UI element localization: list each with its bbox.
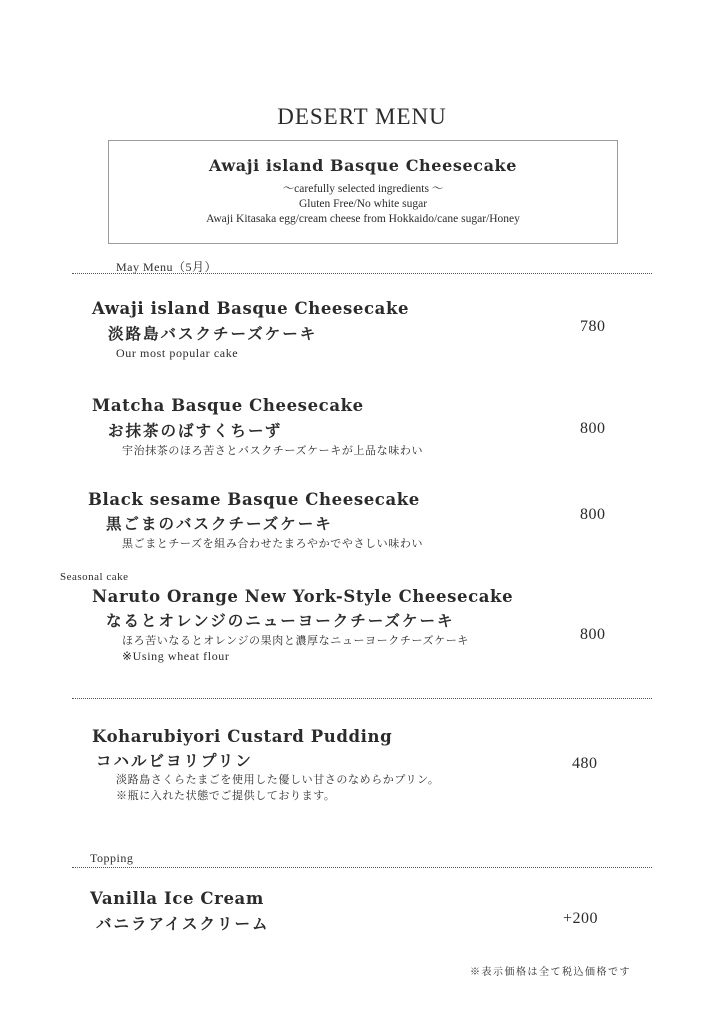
item-name-jp: コハルビヨリプリン bbox=[96, 751, 253, 770]
section-divider bbox=[72, 698, 652, 699]
featured-line: Gluten Free/No white sugar bbox=[298, 198, 428, 210]
item-name-jp: 黒ごまのバスクチーズケーキ bbox=[106, 514, 333, 533]
featured-line: 〜carefully selected ingredients 〜 bbox=[282, 183, 444, 195]
item-name-jp: なるとオレンジのニューヨークチーズケーキ bbox=[106, 611, 455, 630]
item-name-en: Naruto Orange New York-Style Cheesecake bbox=[92, 587, 514, 606]
item-name-en: Koharubiyori Custard Pudding bbox=[92, 727, 393, 746]
item-name-jp: バニラアイスクリーム bbox=[96, 914, 270, 933]
item-description: 淡路島さくらたまごを使用した優しい甘さのなめらかプリン。 bbox=[116, 773, 440, 786]
item-price: 800 bbox=[580, 420, 606, 437]
item-description: ※Using wheat flour bbox=[122, 649, 230, 663]
item-description: Our most popular cake bbox=[116, 346, 239, 360]
featured-line: Awaji Kitasaka egg/cream cheese from Hokkaido/cane sugar/Honey bbox=[206, 213, 520, 225]
section-divider bbox=[72, 273, 652, 274]
item-name-en: Matcha Basque Cheesecake bbox=[92, 396, 364, 415]
item-price: +200 bbox=[563, 910, 599, 927]
item-description: 宇治抹茶のほろ苦さとバスクチーズケーキが上品な味わい bbox=[122, 444, 424, 457]
item-name-en: Vanilla Ice Cream bbox=[90, 889, 264, 908]
item-name-en: Awaji island Basque Cheesecake bbox=[92, 299, 410, 318]
section-divider bbox=[72, 867, 652, 868]
item-name-jp: お抹茶のばすくちーず bbox=[108, 421, 283, 440]
item-name-en: Black sesame Basque Cheesecake bbox=[88, 490, 420, 509]
item-description: ほろ苦いなるとオレンジの果肉と濃厚なニューヨークチーズケーキ bbox=[122, 634, 469, 647]
item-price: 480 bbox=[572, 755, 598, 772]
may-menu-label: May Menu（5月） bbox=[116, 260, 217, 274]
featured-title: Awaji island Basque Cheesecake bbox=[208, 156, 518, 175]
featured-box bbox=[108, 140, 618, 244]
item-description: 黒ごまとチーズを組み合わせたまろやかでやさしい味わい bbox=[122, 537, 424, 550]
item-price: 780 bbox=[580, 318, 606, 335]
menu-title: DESERT MENU bbox=[277, 104, 447, 129]
item-price: 800 bbox=[580, 506, 606, 523]
seasonal-tag: Seasonal cake bbox=[60, 571, 129, 583]
item-price: 800 bbox=[580, 626, 606, 643]
topping-label: Topping bbox=[90, 851, 134, 865]
tax-note: ※表示価格は全て税込価格です bbox=[470, 967, 631, 978]
item-description: ※瓶に入れた状態でご提供しております。 bbox=[116, 789, 336, 802]
item-name-jp: 淡路島バスクチーズケーキ bbox=[108, 324, 318, 343]
